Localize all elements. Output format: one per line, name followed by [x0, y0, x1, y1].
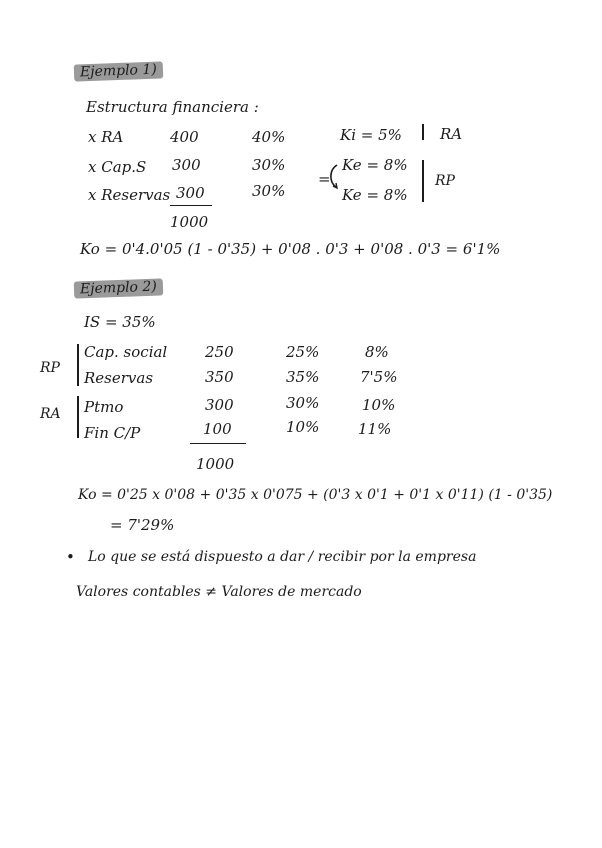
note-bullet: • [66, 548, 75, 566]
ej1-ko-formula: Ko = 0'4.0'05 (1 - 0'35) + 0'08 . 0'3 + 0'08 . 0'3 = 6'1% [80, 240, 501, 258]
ej2-row-label: Reservas [84, 369, 154, 387]
ej2-row-label: Cap. social [84, 343, 168, 361]
ej2-ko-result: = 7'29% [110, 516, 175, 534]
ej1-row-amount: 400 [170, 128, 199, 146]
ej2-is: IS = 35% [84, 313, 156, 331]
ej1-rp-label: RP [435, 173, 455, 189]
ej2-ra-label: RA [40, 406, 61, 422]
ej2-row-pct: 35% [286, 368, 320, 386]
ej2-row-amount: 250 [205, 343, 234, 361]
ej1-total: 1000 [170, 213, 209, 231]
ej1-ke: Ke = 8% [342, 156, 408, 174]
example-1-title: Ejemplo 1) [74, 61, 163, 81]
ej1-ra-label: RA [440, 125, 463, 143]
ej2-row-rate: 8% [365, 343, 389, 361]
ej1-row-label: x RA [88, 128, 124, 146]
ej1-row-pct: 30% [252, 156, 286, 174]
ej2-row-rate: 10% [362, 396, 396, 414]
ej2-total: 1000 [196, 455, 235, 473]
ej2-sum-line [190, 443, 246, 444]
ej2-row-amount: 350 [205, 368, 234, 386]
note-line-1: Lo que se está dispuesto a dar / recibir por la empresa [88, 549, 477, 565]
ej2-row-label: Ptmo [84, 398, 124, 416]
ej2-row-pct: 10% [286, 418, 320, 436]
ej1-row-pct: 40% [252, 128, 286, 146]
ej1-ke: Ke = 8% [342, 186, 408, 204]
ej2-ko-formula: Ko = 0'25 x 0'08 + 0'35 x 0'075 + (0'3 x 0'1 + 0'1 x 0'11) (1 - 0'35) [78, 487, 553, 503]
ej2-row-rate: 7'5% [360, 368, 398, 386]
ej1-equals: = [318, 170, 331, 188]
ej2-rp-bar [77, 344, 79, 386]
ej1-ra-bar [422, 124, 424, 140]
ej2-row-label: Fin C/P [84, 424, 141, 442]
ej1-row-label: x Cap.S [88, 158, 147, 176]
ej2-row-pct: 30% [286, 394, 320, 412]
ej1-row-amount: 300 [172, 156, 201, 174]
example-2-title: Ejemplo 2) [74, 278, 163, 298]
ej2-row-pct: 25% [286, 343, 320, 361]
ej1-split-arrow-icon [325, 162, 341, 192]
ej2-row-rate: 11% [358, 420, 392, 438]
ej2-rp-label: RP [40, 360, 60, 376]
ej2-ra-bar [77, 396, 79, 438]
ej1-row-label: x Reservas [88, 186, 171, 204]
note-line-2: Valores contables ≠ Valores de mercado [76, 584, 362, 600]
ej2-row-amount: 300 [205, 396, 234, 414]
ej1-sum-line [170, 205, 212, 206]
ej1-ki: Ki = 5% [340, 126, 402, 144]
ej2-row-amount: 100 [203, 420, 232, 438]
ej1-row-amount: 300 [176, 184, 205, 202]
ej1-row-pct: 30% [252, 182, 286, 200]
ej1-rp-bar [422, 160, 424, 202]
example-1-subtitle: Estructura financiera : [86, 98, 259, 116]
